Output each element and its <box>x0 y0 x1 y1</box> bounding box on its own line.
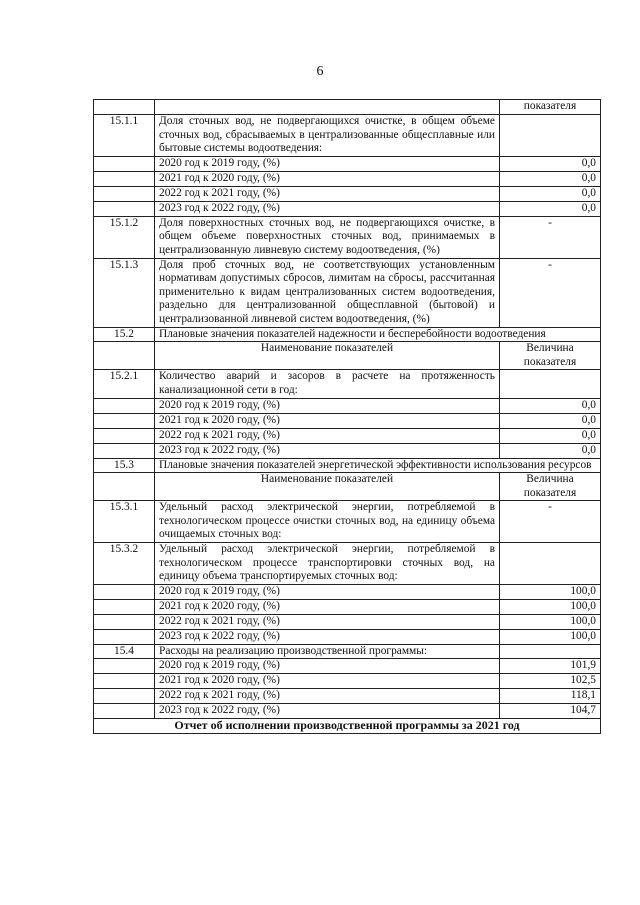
section-title: Плановые значения показателей надежности и бесперебойности водоотведения <box>155 327 601 342</box>
column-header-name: Наименование показателей <box>155 473 500 501</box>
indicator-number: 15.1.2 <box>94 216 155 258</box>
indicator-number: 15.1.1 <box>94 115 155 157</box>
year-value: 100,0 <box>500 584 601 599</box>
year-label: 2021 год к 2020 году, (%) <box>155 171 500 186</box>
year-label: 2020 год к 2019 году, (%) <box>155 398 500 413</box>
number-cell <box>94 689 155 704</box>
number-cell <box>94 186 155 201</box>
year-label: 2022 год к 2021 году, (%) <box>155 614 500 629</box>
table-row-indicator <box>94 370 601 398</box>
table-row-indicator <box>94 216 601 258</box>
year-value: 100,0 <box>500 629 601 644</box>
number-cell <box>94 614 155 629</box>
table-row-year <box>94 413 601 428</box>
number-cell <box>94 342 155 370</box>
section-title: Плановые значения показателей энергетической эффективности использования ресурсов <box>155 458 601 473</box>
table-row-report <box>94 719 601 734</box>
year-label: 2022 год к 2021 году, (%) <box>155 689 500 704</box>
number-cell <box>94 201 155 216</box>
indicator-value: - <box>500 216 601 258</box>
indicator-number: 15.2.1 <box>94 370 155 398</box>
column-header-name: Наименование показателей <box>155 342 500 370</box>
number-cell <box>94 629 155 644</box>
table-row-year <box>94 443 601 458</box>
column-header-value: Величина показателя <box>500 342 601 370</box>
indicator-value <box>500 543 601 585</box>
year-value: 101,9 <box>500 659 601 674</box>
year-value: 104,7 <box>500 704 601 719</box>
table-row-year <box>94 201 601 216</box>
indicator-number: 15.3.1 <box>94 501 155 543</box>
indicator-name: Удельный расход электрической энергии, потребляемой в технологическом процессе транспортировки сточных вод, на единицу объема транспортируемых сточных вод: <box>155 543 500 585</box>
table-row-year <box>94 614 601 629</box>
year-label: 2023 год к 2022 году, (%) <box>155 704 500 719</box>
name-cell <box>155 100 500 115</box>
page-number: 6 <box>316 64 324 79</box>
indicator-name: Количество аварий и засоров в расчете на протяженность канализационной сети в год: <box>155 370 500 398</box>
number-cell <box>94 704 155 719</box>
table-row-year <box>94 674 601 689</box>
table-row-column-header <box>94 473 601 501</box>
indicators-table <box>93 99 601 734</box>
number-cell <box>94 584 155 599</box>
table-row-indicator <box>94 543 601 585</box>
year-value: 0,0 <box>500 398 601 413</box>
table-row-section <box>94 458 601 473</box>
number-cell <box>94 171 155 186</box>
year-value: 100,0 <box>500 614 601 629</box>
year-label: 2020 год к 2019 году, (%) <box>155 584 500 599</box>
year-label: 2021 год к 2020 году, (%) <box>155 674 500 689</box>
table-row-header-continuation <box>94 100 601 115</box>
table-row-indicator <box>94 258 601 327</box>
table-row-year <box>94 659 601 674</box>
table-row-year <box>94 171 601 186</box>
year-label: 2022 год к 2021 году, (%) <box>155 428 500 443</box>
indicator-number: 15.3.2 <box>94 543 155 585</box>
number-cell <box>94 674 155 689</box>
year-label: 2020 год к 2019 году, (%) <box>155 659 500 674</box>
year-value: 0,0 <box>500 171 601 186</box>
indicator-name: Доля проб сточных вод, не соответствующих установленным нормативам допустимых сбросов, лимитам на сбросы, рассчитанная применительно к видам централизованных систем водоотведения, раздельно для централизованной общесплавной (бытовой) и централизованной ливневой систем водоотведения, (%) <box>155 258 500 327</box>
table-row-year <box>94 186 601 201</box>
number-cell <box>94 443 155 458</box>
year-label: 2021 год к 2020 году, (%) <box>155 413 500 428</box>
indicator-number: 15.4 <box>94 644 155 659</box>
table-row-indicator <box>94 644 601 659</box>
indicator-name: Расходы на реализацию производственной программы: <box>155 644 500 659</box>
indicator-value <box>500 115 601 157</box>
table-row-year <box>94 704 601 719</box>
table-row-section <box>94 327 601 342</box>
table-row-year <box>94 428 601 443</box>
table-row-year <box>94 156 601 171</box>
year-value: 102,5 <box>500 674 601 689</box>
indicator-value <box>500 644 601 659</box>
table-row-year <box>94 584 601 599</box>
number-cell <box>94 428 155 443</box>
year-label: 2022 год к 2021 году, (%) <box>155 186 500 201</box>
column-header-value: Величина показателя <box>500 473 601 501</box>
indicator-value: - <box>500 501 601 543</box>
table-row-indicator <box>94 115 601 157</box>
number-cell <box>94 156 155 171</box>
number-cell <box>94 100 155 115</box>
indicator-name: Доля поверхностных сточных вод, не подвергающихся очистке, в общем объеме поверхностных сточных вод, принимаемых в централизованную ливневую систему водоотведения, (%) <box>155 216 500 258</box>
section-number: 15.2 <box>94 327 155 342</box>
number-cell <box>94 398 155 413</box>
year-value: 0,0 <box>500 186 601 201</box>
value-header-cell: показателя <box>500 100 601 115</box>
year-value: 100,0 <box>500 599 601 614</box>
indicator-value: - <box>500 258 601 327</box>
number-cell <box>94 413 155 428</box>
year-value: 118,1 <box>500 689 601 704</box>
table-row-indicator <box>94 501 601 543</box>
year-value: 0,0 <box>500 201 601 216</box>
number-cell <box>94 473 155 501</box>
year-label: 2023 год к 2022 году, (%) <box>155 629 500 644</box>
indicator-number: 15.1.3 <box>94 258 155 327</box>
table-row-column-header <box>94 342 601 370</box>
year-label: 2023 год к 2022 году, (%) <box>155 443 500 458</box>
indicator-name: Доля сточных вод, не подвергающихся очистке, в общем объеме сточных вод, сбрасываемых в централизованные общесплавные или бытовые системы водоотведения: <box>155 115 500 157</box>
year-value: 0,0 <box>500 413 601 428</box>
year-label: 2021 год к 2020 году, (%) <box>155 599 500 614</box>
table-row-year <box>94 689 601 704</box>
year-label: 2023 год к 2022 году, (%) <box>155 201 500 216</box>
table-row-year <box>94 629 601 644</box>
indicator-name: Удельный расход электрической энергии, потребляемой в технологическом процессе очистки сточных вод, на единицу объема очищаемых сточных вод: <box>155 501 500 543</box>
indicator-value <box>500 370 601 398</box>
year-label: 2020 год к 2019 году, (%) <box>155 156 500 171</box>
table-row-year <box>94 599 601 614</box>
section-number: 15.3 <box>94 458 155 473</box>
year-value: 0,0 <box>500 156 601 171</box>
year-value: 0,0 <box>500 443 601 458</box>
table-row-year <box>94 398 601 413</box>
report-title: Отчет об исполнении производственной программы за 2021 год <box>94 719 601 734</box>
number-cell <box>94 659 155 674</box>
year-value: 0,0 <box>500 428 601 443</box>
number-cell <box>94 599 155 614</box>
